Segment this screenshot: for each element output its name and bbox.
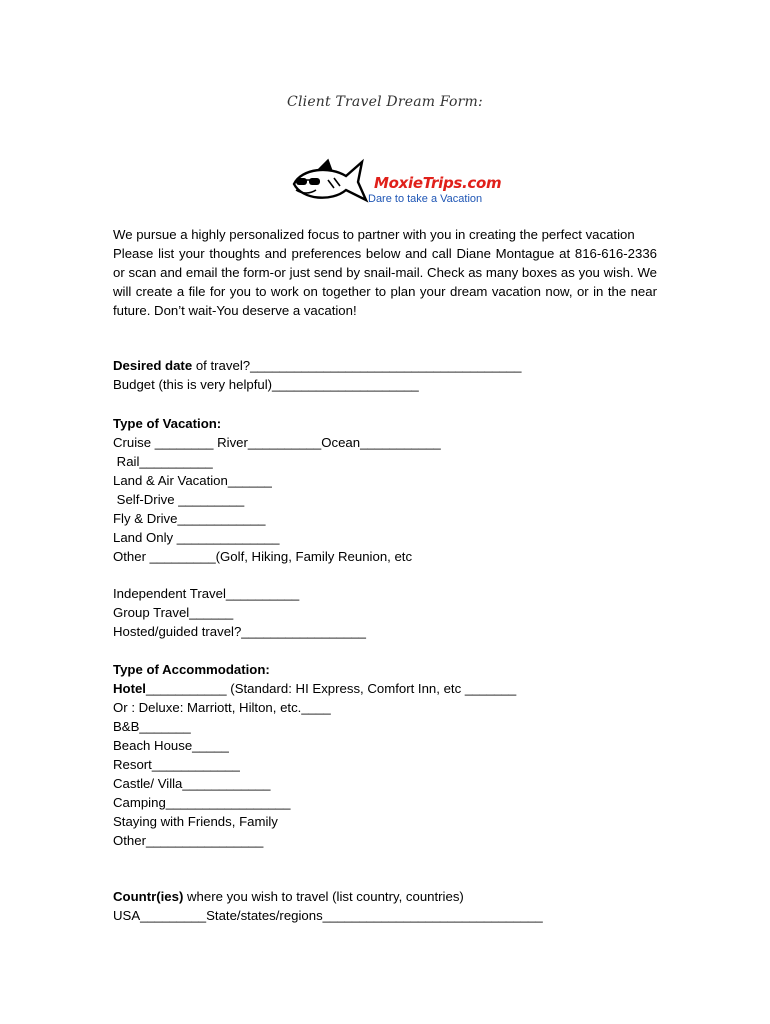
hotel-line[interactable] [113, 679, 516, 698]
fly-drive-line[interactable]: Fly & Drive____________ [113, 511, 266, 526]
moxietrips-logo [288, 156, 502, 212]
desired-date-label: Desired date [113, 358, 193, 373]
resort-line[interactable]: Resort____________ [113, 757, 240, 772]
deluxe-line[interactable]: Or : Deluxe: Marriott, Hilton, etc.____ [113, 700, 331, 715]
beach-house-line[interactable]: Beach House_____ [113, 738, 229, 753]
other-accommodation-line[interactable]: Other________________ [113, 833, 264, 848]
countries-section [113, 887, 543, 925]
usa-states-line[interactable]: USA_________State/states/regions______________________________ [113, 908, 543, 923]
travel-style-section [113, 584, 366, 641]
land-only-line[interactable]: Land Only ______________ [113, 530, 280, 545]
group-travel-line[interactable]: Group Travel______ [113, 605, 234, 620]
hosted-travel-line[interactable]: Hosted/guided travel?_________________ [113, 624, 366, 639]
hotel-label: Hotel [113, 681, 146, 696]
friends-family-line[interactable]: Staying with Friends, Family [113, 814, 278, 829]
countries-description: where you wish to travel (list country, countries) [183, 889, 464, 904]
accommodation-section [113, 660, 516, 850]
bb-line[interactable]: B&B_______ [113, 719, 191, 734]
independent-travel-line[interactable]: Independent Travel__________ [113, 586, 300, 601]
castle-villa-line[interactable]: Castle/ Villa____________ [113, 776, 271, 791]
intro-text [113, 225, 657, 320]
countries-label: Countr(ies) [113, 889, 184, 904]
date-budget-section [113, 356, 521, 394]
accommodation-heading: Type of Accommodation: [113, 662, 270, 677]
vacation-type-section [113, 414, 441, 566]
countries-heading-line [113, 887, 543, 906]
vacation-type-heading: Type of Vacation: [113, 416, 222, 431]
logo-brand: MoxieTrips.com [374, 174, 502, 192]
intro-paragraph-2: Please list your thoughts and preferences below and call Diane Montague at 816-616-2336 or scan and email the form-or just send by snail-mail. Check as many boxes as you wish. We will create a file for you to work on together to plan your dream vacation now, or in the near future. Don’t wait-You deserve a vacation! [113, 246, 657, 318]
desired-date-line[interactable] [113, 356, 521, 375]
land-air-line[interactable]: Land & Air Vacation______ [113, 473, 272, 488]
other-vacation-line[interactable]: Other _________(Golf, Hiking, Family Reunion, etc [113, 549, 413, 564]
rail-line[interactable]: Rail__________ [113, 454, 213, 469]
logo-tagline: Dare to take a Vacation [368, 193, 483, 205]
intro-paragraph-1: We pursue a highly personalized focus to partner with you in creating the perfect vacation [113, 227, 635, 242]
hotel-field[interactable]: ___________ (Standard: HI Express, Comfort Inn, etc _______ [145, 681, 517, 696]
fish-icon [288, 156, 370, 212]
cruise-river-ocean-line[interactable]: Cruise ________ River__________Ocean___________ [113, 435, 441, 450]
camping-line[interactable]: Camping_________________ [113, 795, 291, 810]
self-drive-line[interactable]: Self-Drive _________ [113, 492, 245, 507]
page-title: Client Travel Dream Form: [287, 94, 483, 110]
desired-date-field[interactable]: of travel?_____________________________________ [192, 358, 522, 373]
budget-line[interactable]: Budget (this is very helpful)____________________ [113, 377, 419, 392]
